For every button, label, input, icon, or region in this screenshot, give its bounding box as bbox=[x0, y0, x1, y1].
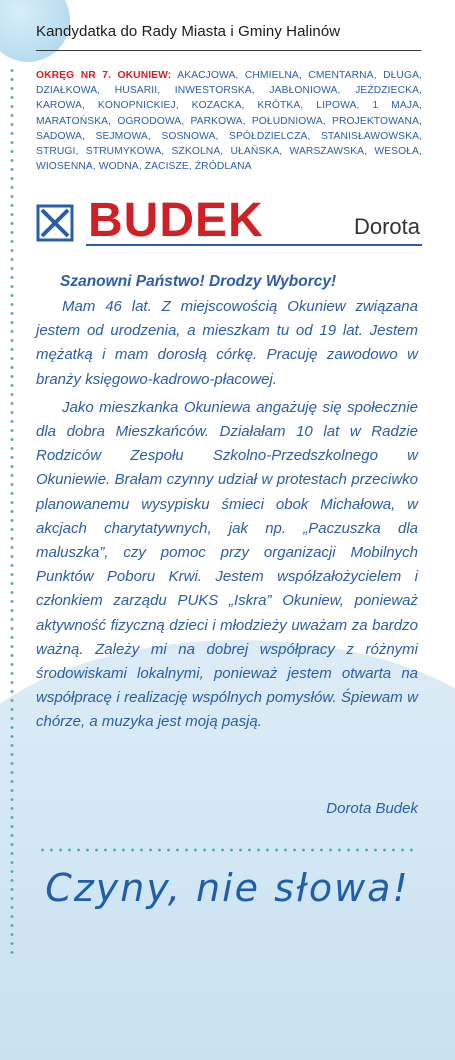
candidate-first-name: Dorota bbox=[353, 214, 420, 239]
dotted-border-left bbox=[10, 66, 14, 956]
name-underline bbox=[86, 244, 422, 246]
letter-paragraph-1: Mam 46 lat. Z miejscowością Okuniew związana jestem od urodzenia, a mieszkam tu od 19 lat. Jestem mężatką i mam dorosłą córkę. Pracuję zawodowo w branży księgowo-kadrowo-płacowej. bbox=[36, 298, 418, 388]
candidate-name-block bbox=[36, 196, 422, 250]
district-street-list: AKACJOWA, CHMIELNA, CMENTARNA, DŁUGA, DZIAŁKOWA, HUSARII, INWESTORSKA, JABŁONIOWA, JEŹDZIECKA, KAROWA, KONOPNICKIEJ, KOZACKA, KRÓTKA, LIPOWA, 1 MAJA, MARATOŃSKA, OGRODOWA, PARKOWA, POŁUDNIOWA, PROJEKTOWANA, SADOWA, SEJMOWA, SOSNOWA, SPÓŁDZIELCZA, STANISŁAWOWSKA, STRUGI, STRUMYKOWA, SZKOLNA, UŁAŃSKA, WARSZAWSKA, WESOŁA, WIOSENNA, WODNA, ZACISZE, ŹRÓDLANA bbox=[36, 70, 423, 173]
letter-paragraph-2: Jako mieszkanka Okuniewa angażuję się społecznie dla dobra Mieszkańców. Działałam 10 lat w Radzie Rodziców Zespołu Szkolno-Przedszkolnego w Okuniewie. Brałam czynny udział w protestach przeciwko planowanemu wysypisku śmieci obok Michałowa, w akcjach charytatywnych, jak np. „Paczuszka dla maluszka”, czy pomoc przy organizacji Mobilnych Punktów Poboru Krwi. Jestem współzałożycielem i członkiem zarządu PUKS „Iskra” Okuniew, ponieważ aktywność fizyczną dzieci i młodzieży uważam za bardzo ważną. Zależy mi na dobrej współpracy z różnymi środowiskami lokalnymi, ponieważ jestem otwarta na współpracę i realizację wspólnych pomysłów. Śpiewam w chórze, a muzyka jest moją pasją. bbox=[36, 398, 418, 731]
letter-body bbox=[36, 295, 418, 739]
dotted-divider bbox=[38, 848, 418, 852]
candidate-surname: BUDEK bbox=[88, 194, 264, 247]
district-streets bbox=[36, 68, 422, 174]
ballot-check-icon bbox=[36, 204, 74, 242]
letter-greeting: Szanowni Państwo! Drodzy Wyborcy! bbox=[60, 273, 337, 290]
header-divider bbox=[36, 50, 421, 51]
letter-signature: Dorota Budek bbox=[326, 800, 418, 817]
district-label: OKRĘG NR 7. OKUNIEW: bbox=[36, 70, 172, 81]
campaign-slogan: Czyny, nie słowa! bbox=[45, 866, 410, 910]
page-title: Kandydatka do Rady Miasta i Gminy Halinów bbox=[36, 23, 341, 40]
